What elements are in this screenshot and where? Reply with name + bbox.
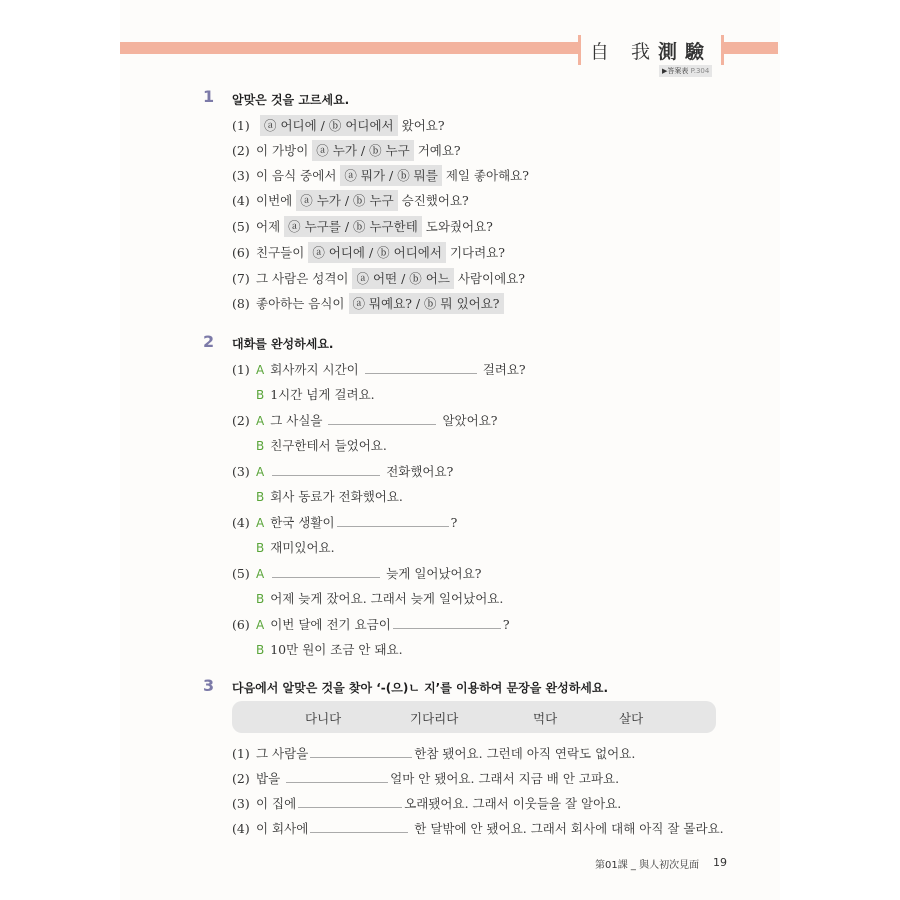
word-bank-item: 살다 [619, 711, 644, 726]
item-text: 이 집에 [256, 796, 297, 811]
choice-box[interactable]: ⓐ 어떤 / ⓑ 어느 [352, 268, 453, 289]
item-index: (6) [232, 617, 250, 632]
item-index: (6) [232, 245, 250, 260]
dialogue-a-line [232, 360, 526, 378]
item-text: 좋아하는 음식이 [256, 296, 345, 311]
item-index: (1) [232, 362, 250, 377]
answer-reference [659, 65, 712, 77]
item-text: 어제 늦게 잤어요. 그래서 늦게 일어났어요. [270, 591, 504, 606]
section-2-number: 2 [203, 332, 215, 351]
choice-box[interactable]: ⓐ 누가 / ⓑ 누구 [312, 140, 413, 161]
dialogue-b-line [232, 640, 403, 658]
item-text: 그 사람을 [256, 746, 309, 761]
item-index: (2) [232, 413, 250, 428]
item-index: (7) [232, 271, 250, 286]
question-item [232, 769, 619, 787]
page-title-part2: 測驗 [658, 40, 713, 63]
item-text: 도와줬어요? [425, 219, 493, 234]
speaker-a-label: A [256, 465, 265, 479]
item-text: 승진했어요? [401, 193, 469, 208]
item-text: 밥을 [256, 771, 281, 786]
question-item [232, 794, 621, 812]
answer-blank[interactable] [298, 795, 402, 808]
header-band [120, 42, 578, 54]
item-text: 친구한테서 들었어요. [270, 438, 387, 453]
item-text: 그 사실을 [270, 413, 323, 428]
dialogue-a-line [232, 513, 457, 531]
speaker-b-label: B [256, 388, 265, 402]
item-text: 이 음식 중에서 [256, 168, 337, 183]
item-index: (2) [232, 143, 250, 158]
answer-blank[interactable] [328, 412, 436, 425]
item-index: (5) [232, 219, 250, 234]
item-text: 어제 [256, 219, 281, 234]
answer-reference-label: ▶答案表 [662, 67, 689, 75]
question-item [232, 116, 445, 134]
choice-box[interactable]: ⓐ 누구를 / ⓑ 누구한테 [284, 216, 422, 237]
page-number: 19 [713, 856, 727, 869]
question-item [232, 191, 469, 209]
answer-blank[interactable] [310, 820, 408, 833]
footer-lesson-title: 第01課 _ 與人初次見面 [595, 860, 700, 871]
item-text: 10만 원이 조금 안 돼요. [270, 642, 403, 657]
item-text: 한참 됐어요. 그런데 아직 연락도 없어요. [414, 746, 636, 761]
dialogue-b-line [232, 436, 387, 454]
question-item [232, 141, 461, 159]
item-index: (1) [232, 118, 250, 133]
speaker-a-label: A [256, 618, 265, 632]
question-item [232, 744, 635, 762]
answer-blank[interactable] [310, 745, 412, 758]
answer-blank[interactable] [393, 616, 501, 629]
dialogue-a-line [232, 615, 510, 633]
choice-box[interactable]: ⓐ 누가 / ⓑ 누구 [296, 190, 397, 211]
item-text: 회사 동료가 전화했어요. [270, 489, 403, 504]
item-text: 이번에 [256, 193, 293, 208]
speaker-a-label: A [256, 414, 265, 428]
speaker-b-label: B [256, 643, 265, 657]
item-index: (4) [232, 193, 250, 208]
item-index: (5) [232, 566, 250, 581]
dialogue-a-line [232, 462, 453, 480]
page-title-part1: 自 我 [589, 40, 659, 63]
speaker-b-label: B [256, 490, 265, 504]
item-text: 이 회사에 [256, 821, 309, 836]
word-bank-item: 먹다 [533, 711, 558, 726]
dialogue-b-line [232, 538, 335, 556]
item-text: 거예요? [417, 143, 461, 158]
question-item [232, 243, 505, 261]
item-text: 얼마 안 됐어요. 그래서 지금 배 안 고파요. [390, 771, 620, 786]
section-3-instruction: 다음에서 알맞은 것을 찾아 ‘-(으)ㄴ 지’를 이용하여 문장을 완성하세요. [232, 681, 609, 695]
item-index: (1) [232, 746, 250, 761]
item-text: 사람이에요? [457, 271, 525, 286]
choice-box[interactable]: ⓐ 어디에 / ⓑ 어디에서 [308, 242, 446, 263]
section-1-number: 1 [203, 87, 215, 106]
item-index: (3) [232, 168, 250, 183]
choice-box[interactable]: ⓐ 어디에 / ⓑ 어디에서 [260, 115, 398, 136]
item-index: (3) [232, 796, 250, 811]
item-text: 한국 생활이 [270, 515, 335, 530]
answer-blank[interactable] [272, 463, 380, 476]
item-index: (2) [232, 771, 250, 786]
question-item [232, 217, 493, 235]
item-text: 재미있어요. [270, 540, 335, 555]
answer-blank[interactable] [365, 361, 477, 374]
item-text: 늦게 일어났어요? [386, 566, 482, 581]
answer-reference-page: P.304 [690, 67, 710, 75]
question-item [232, 166, 529, 184]
question-item [232, 269, 525, 287]
word-bank-item: 기다리다 [410, 711, 459, 726]
section-1-instruction: 알맞은 것을 고르세요. [232, 93, 350, 107]
header-band-right [724, 42, 778, 54]
item-index: (3) [232, 464, 250, 479]
dialogue-b-line [232, 589, 503, 607]
item-index: (4) [232, 515, 250, 530]
item-text: 그 사람은 성격이 [256, 271, 349, 286]
item-text: 제일 좋아해요? [445, 168, 529, 183]
question-item [232, 294, 508, 312]
book-page [120, 0, 780, 900]
item-text: 1시간 넘게 걸려요. [270, 387, 375, 402]
dialogue-a-line [232, 411, 497, 429]
item-text: 한 달밖에 안 됐어요. 그래서 회사에 대해 아직 잘 몰라요. [414, 821, 724, 836]
speaker-a-label: A [256, 567, 265, 581]
item-text: 왔어요? [401, 118, 445, 133]
dialogue-b-line [232, 385, 375, 403]
item-text: 걸려요? [482, 362, 526, 377]
page-title [578, 35, 724, 65]
item-text: ? [502, 617, 510, 632]
choice-box[interactable]: ⓐ 뭐가 / ⓑ 뭐를 [340, 165, 441, 186]
item-index: (4) [232, 821, 250, 836]
item-text: ? [450, 515, 458, 530]
speaker-b-label: B [256, 541, 265, 555]
word-bank-item: 다니다 [305, 711, 342, 726]
item-text: 전화했어요? [386, 464, 454, 479]
dialogue-b-line [232, 487, 403, 505]
section-2-instruction: 대화를 완성하세요. [232, 337, 334, 351]
dialogue-a-line [232, 564, 481, 582]
item-text: 친구들이 [256, 245, 305, 260]
speaker-b-label: B [256, 439, 265, 453]
item-text: 알았어요? [442, 413, 498, 428]
item-index: (8) [232, 296, 250, 311]
item-text: 기다려요? [449, 245, 505, 260]
item-text: 회사까지 시간이 [270, 362, 359, 377]
speaker-b-label: B [256, 592, 265, 606]
item-text: 이번 달에 전기 요금이 [270, 617, 391, 632]
word-bank [232, 701, 716, 733]
answer-blank[interactable] [337, 514, 449, 527]
speaker-a-label: A [256, 516, 265, 530]
speaker-a-label: A [256, 363, 265, 377]
answer-blank[interactable] [272, 565, 380, 578]
item-text: 이 가방이 [256, 143, 309, 158]
answer-blank[interactable] [286, 770, 388, 783]
choice-box[interactable]: ⓐ 뭐예요? / ⓑ 뭐 있어요? [349, 293, 504, 314]
item-text: 오래됐어요. 그래서 이웃들을 잘 알아요. [404, 796, 622, 811]
section-3-number: 3 [203, 676, 215, 695]
question-item [232, 819, 724, 837]
